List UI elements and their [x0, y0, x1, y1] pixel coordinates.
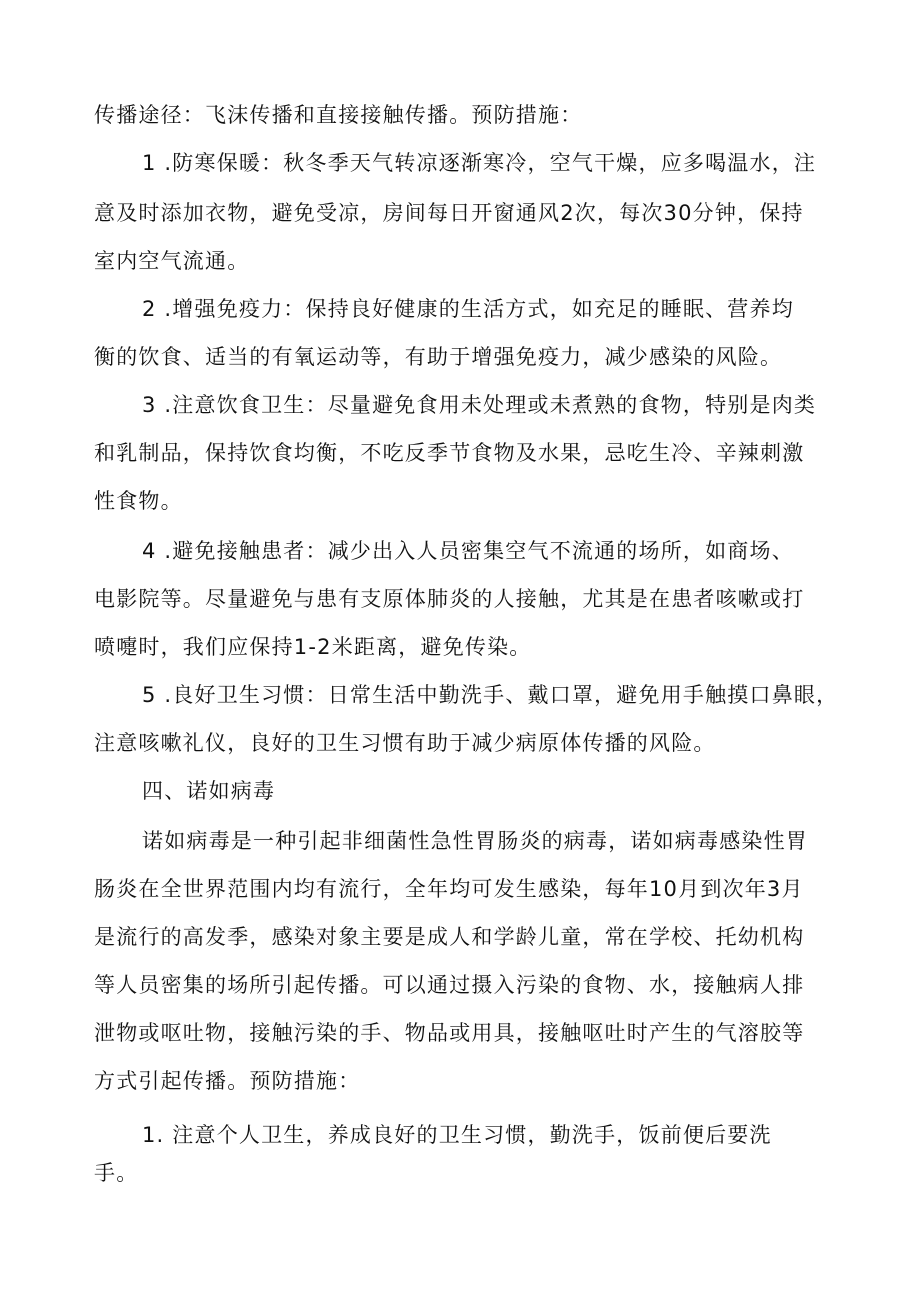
text-line-norovirus-cont: 方式引起传播。预防措施：: [94, 1069, 361, 1093]
text-line-item-2: 2 .增强免疫力：保持良好健康的生活方式，如充足的睡眠、营养均: [142, 297, 794, 321]
text-line-item-4-cont: 喷嚏时，我们应保持1-2米距离，避免传染。: [94, 635, 532, 659]
text-line-item-5: 5 .良好卫生习惯：日常生活中勤洗手、戴口罩，避免用手触摸口鼻眼，: [142, 683, 839, 707]
text-line-item-2-cont: 衡的饮食、适当的有氧运动等，有助于增强免疫力，减少感染的风险。: [94, 345, 783, 369]
text-line-item-1-cont: 室内空气流通。: [94, 249, 250, 273]
text-line-norovirus-item-1: 1. 注意个人卫生，养成良好的卫生习惯，勤洗手，饭前便后要洗: [142, 1123, 772, 1147]
text-line-transmission-route: 传播途径：飞沫传播和直接接触传播。预防措施：: [94, 103, 583, 127]
text-line-norovirus-cont: 泄物或呕吐物，接触污染的手、物品或用具，接触呕吐时产生的气溶胶等: [94, 1021, 805, 1045]
text-line-item-4-cont: 电影院等。尽量避免与患有支原体肺炎的人接触，尤其是在患者咳嗽或打: [94, 587, 805, 611]
text-line-item-5-cont: 注意咳嗽礼仪，良好的卫生习惯有助于减少病原体传播的风险。: [94, 731, 716, 755]
text-line-norovirus-cont: 等人员密集的场所引起传播。可以通过摄入污染的食物、水，接触病人排: [94, 973, 805, 997]
text-line-item-3: 3 .注意饮食卫生：尽量避免食用未处理或未煮熟的食物，特别是肉类: [142, 393, 817, 417]
text-line-item-3-cont: 和乳制品，保持饮食均衡，不吃反季节食物及水果，忌吃生冷、辛辣刺激: [94, 441, 805, 465]
text-line-norovirus-intro: 诺如病毒是一种引起非细菌性急性胃肠炎的病毒，诺如病毒感染性胃: [142, 829, 808, 853]
text-line-norovirus-cont: 是流行的高发季，感染对象主要是成人和学龄儿童，常在学校、托幼机构: [94, 925, 805, 949]
text-line-norovirus-cont: 肠炎在全世界范围内均有流行，全年均可发生感染，每年10月到次年3月: [94, 877, 804, 901]
text-line-item-3-cont: 性食物。: [94, 489, 183, 513]
text-line-item-4: 4 .避免接触患者：减少出入人员密集空气不流通的场所，如商场、: [142, 539, 794, 563]
text-line-norovirus-item-1-cont: 手。: [94, 1161, 139, 1185]
text-line-item-1: 1 .防寒保暖：秋冬季天气转凉逐渐寒冷，空气干燥，应多喝温水，注: [142, 151, 817, 175]
text-line-item-1-cont: 意及时添加衣物，避免受凉，房间每日开窗通风2次，每次30分钟，保持: [94, 201, 804, 225]
section-heading-norovirus: 四、诺如病毒: [142, 779, 276, 803]
